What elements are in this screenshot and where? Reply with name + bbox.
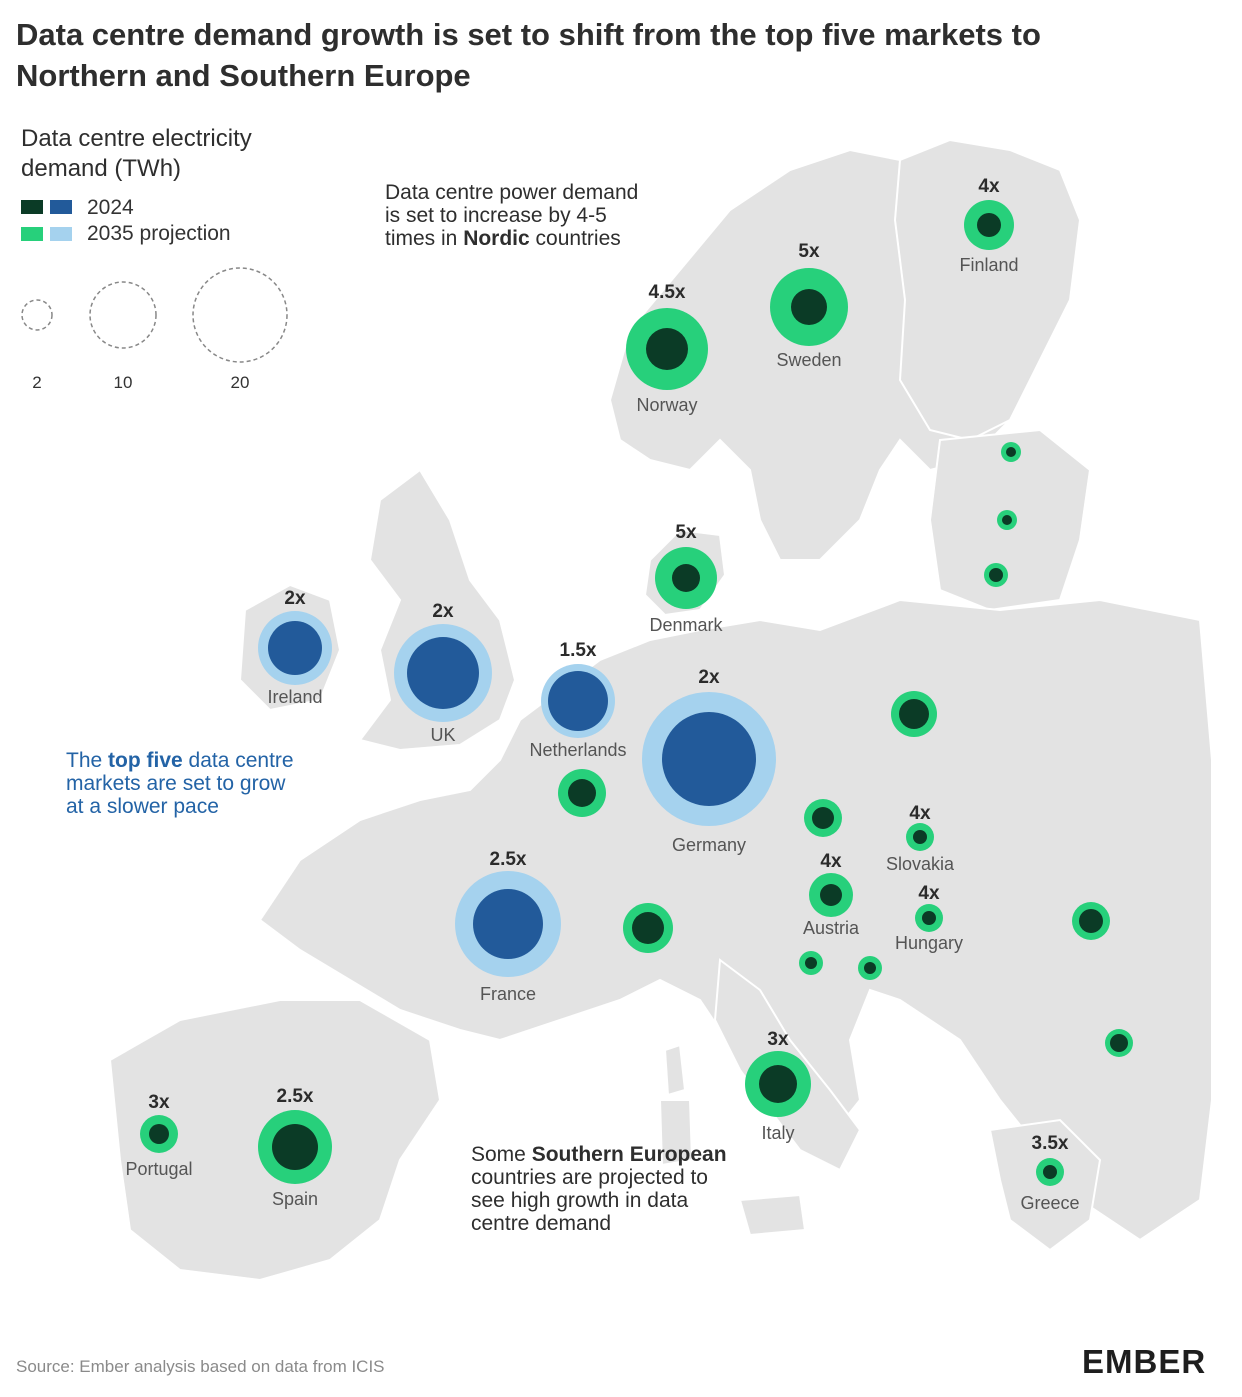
annotation-nordic: Data centre power demand is set to increase by 4-5 times in Nordic countries <box>385 181 639 250</box>
growth-label-denmark: 5x <box>675 522 697 543</box>
legend-size-20 <box>193 268 287 362</box>
country-name-norway: Norway <box>636 395 698 415</box>
bubble-2024-france <box>473 889 543 959</box>
growth-label-portugal: 3x <box>148 1092 170 1113</box>
legend-size-2 <box>22 300 52 330</box>
bubble-2024-italy <box>759 1065 797 1103</box>
country-name-france: France <box>479 984 537 1004</box>
annotation-southern: Some Southern European countries are projected to see high growth in data centre demand <box>471 1143 727 1235</box>
land-sicily <box>740 1195 805 1235</box>
country-name-portugal: Portugal <box>125 1159 193 1179</box>
bubble-2024-norway <box>646 328 688 370</box>
bubble-2024-sweden <box>791 289 827 325</box>
bubble-2024-lithuania <box>989 568 1003 582</box>
bubble-2024-hungary <box>922 911 936 925</box>
bubble-2024-belgium <box>568 779 596 807</box>
growth-label-sweden: 5x <box>798 241 820 262</box>
country-name-ireland: Ireland <box>267 687 323 707</box>
bubble-2024-netherlands <box>548 671 608 731</box>
legend-size-label-20: 20 <box>230 373 250 392</box>
country-name-hungary: Hungary <box>894 933 964 953</box>
legend-swatch-2024-blue <box>50 200 72 214</box>
bubble-2024-bulgaria <box>1110 1034 1128 1052</box>
country-name-greece: Greece <box>1020 1193 1080 1213</box>
chart-title: Data centre demand growth is set to shift from the top five markets to Northern and Southern Europe <box>16 17 1041 93</box>
growth-label-finland: 4x <box>978 176 1000 197</box>
growth-label-hungary: 4x <box>918 883 940 904</box>
bubble-2024-greece <box>1043 1165 1057 1179</box>
source-note: Source: Ember analysis based on data from ICIS <box>16 1357 385 1376</box>
bubble-2024-finland <box>977 213 1001 237</box>
country-name-spain: Spain <box>271 1189 319 1209</box>
growth-label-ireland: 2x <box>284 588 306 609</box>
country-name-netherlands: Netherlands <box>529 740 627 760</box>
bubble-2024-spain <box>272 1124 318 1170</box>
growth-label-spain: 2.5x <box>276 1086 314 1107</box>
growth-label-slovakia: 4x <box>909 803 931 824</box>
ember-logo: EMBER <box>1082 1343 1207 1380</box>
growth-label-netherlands: 1.5x <box>559 640 597 661</box>
bubble-2024-ireland <box>268 621 322 675</box>
bubble-2024-poland <box>899 699 929 729</box>
growth-label-italy: 3x <box>767 1029 789 1050</box>
country-name-finland: Finland <box>959 255 1019 275</box>
bubble-2024-estonia <box>1006 447 1016 457</box>
country-name-slovakia: Slovakia <box>885 854 955 874</box>
legend-size-label-2: 2 <box>32 373 42 392</box>
bubble-2024-uk <box>407 637 479 709</box>
bubble-2024-switzerland <box>632 912 664 944</box>
land-corsica <box>665 1045 685 1095</box>
bubble-2024-slovakia <box>913 830 927 844</box>
growth-label-france: 2.5x <box>489 849 527 870</box>
legend-size-10 <box>90 282 156 348</box>
growth-label-norway: 4.5x <box>648 282 686 303</box>
legend-size-circles <box>22 268 287 362</box>
legend-swatch-2035-blue <box>50 227 72 241</box>
bubble-2024-romania <box>1079 909 1103 933</box>
growth-label-austria: 4x <box>820 851 842 872</box>
country-name-denmark: Denmark <box>649 615 723 635</box>
bubble-2024-czechia <box>812 807 834 829</box>
bubble-2024-croatia <box>864 962 876 974</box>
legend-size-label-10: 10 <box>113 373 133 392</box>
country-name-italy: Italy <box>761 1123 795 1143</box>
bubble-2024-germany <box>662 712 756 806</box>
bubble-2024-austria <box>820 884 842 906</box>
country-name-germany: Germany <box>671 835 747 855</box>
legend-swatch-2035-green <box>21 227 43 241</box>
growth-label-greece: 3.5x <box>1031 1133 1069 1154</box>
country-name-austria: Austria <box>802 918 860 938</box>
country-name-uk: UK <box>430 725 456 745</box>
bubble-2024-denmark <box>672 564 700 592</box>
annotation-top-five: The top five data centre markets are set to grow at a slower pace <box>66 749 294 818</box>
bubble-2024-slovenia <box>805 957 817 969</box>
legend-title: Data centre electricity demand (TWh) <box>21 125 252 182</box>
legend-label-2024: 2024 <box>87 196 134 220</box>
legend-swatches <box>21 200 72 241</box>
growth-label-uk: 2x <box>432 601 454 622</box>
bubble-2024-latvia <box>1002 515 1012 525</box>
legend-label-2035: 2035 projection <box>87 222 231 246</box>
bubble-2024-portugal <box>149 1124 169 1144</box>
growth-label-germany: 2x <box>698 667 720 688</box>
country-name-sweden: Sweden <box>776 350 842 370</box>
legend-swatch-2024-green <box>21 200 43 214</box>
